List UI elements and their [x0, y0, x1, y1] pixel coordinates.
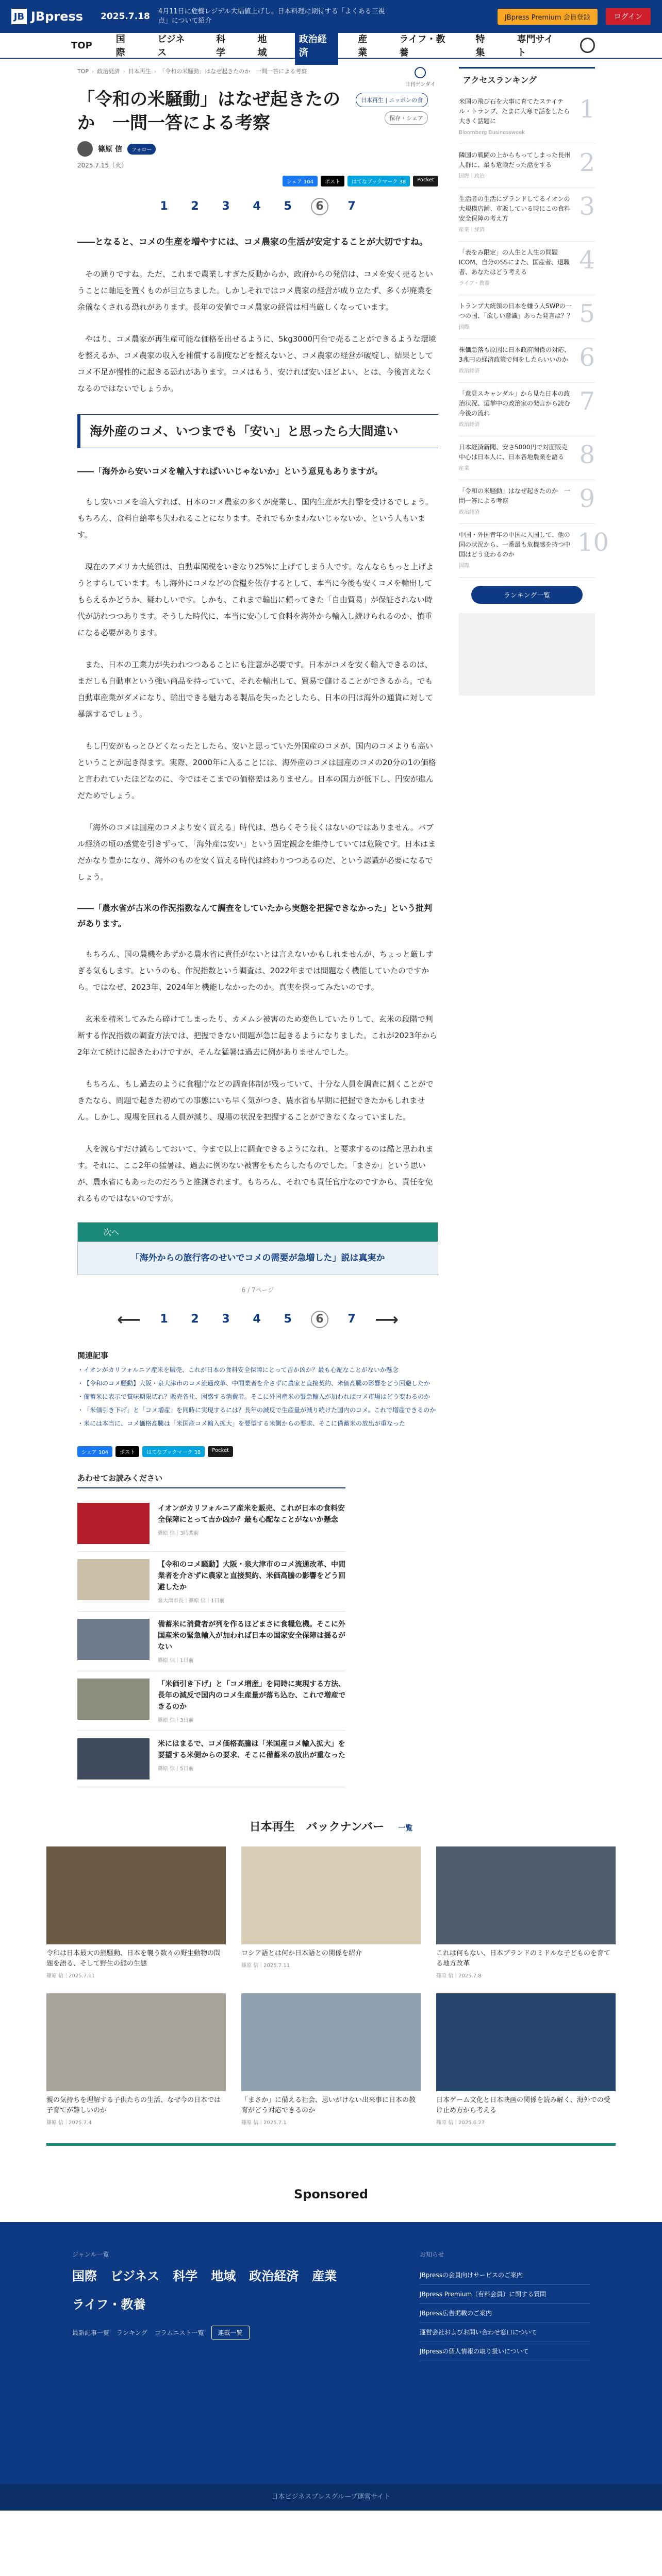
- article-paragraph: また、日本の工業力が失われつつあることにも注意が必要です。日本がコメを安く輸入できるのは、まだしも自動車という強い商品を持っていて、それを輸出して、貿易で儲けることができるから。でも自動車産業がダメになり、輸出できる魅力ある製品を失ったとしたら、日本の円は海外の通貨に対して暴落するでしょう。: [77, 660, 434, 719]
- prev-page-arrow-icon[interactable]: ⟵: [117, 1310, 141, 1329]
- article-thumbnail: [436, 1993, 616, 2091]
- article-thumbnail: [46, 1993, 226, 2091]
- footer-genre-international[interactable]: 国際: [72, 2269, 97, 2283]
- recommended-title: あわせてお読みください: [77, 1472, 345, 1488]
- recommended-articles: [77, 1472, 345, 1787]
- next-page-title: 「海外からの旅行客のせいでコメの需要が急増した」説は真実か: [78, 1242, 438, 1275]
- article-thumbnail: [46, 1846, 226, 1944]
- search-icon[interactable]: [580, 38, 595, 53]
- footer-info-link[interactable]: JBpressの会員向けサービスのご案内: [420, 2266, 590, 2285]
- facebook-share-button[interactable]: シェア 104: [77, 1446, 112, 1457]
- page-link-3[interactable]: 3: [222, 1313, 230, 1326]
- article-thumbnail: [436, 1846, 616, 1944]
- rank-number: 10: [577, 528, 609, 557]
- backnumber-title: 日本再生 バックナンバー: [249, 1821, 385, 1834]
- ranking-item[interactable]: 「表をみ限定」の人生と人生の問題ICOM、自分のSSにまた、国産者、退職者、あなたはどう考える ライフ・教養 4: [459, 242, 595, 295]
- share-bar-top: [77, 176, 438, 187]
- page-link-1[interactable]: 1: [160, 1313, 168, 1326]
- news-ticker[interactable]: 4月11日に危機レジデル大幅値上げし。日本料理に期待する「よくある三視点」について紹介: [158, 8, 385, 25]
- article-paragraph: もし安いコメを輸入すれば、日本のコメ農家の多くが廃業し、国内生産が大打撃を受けるでしょう。もちろん、食料自給率も失われることになります。それでもかまわないじゃないか、という人もいます。: [77, 497, 433, 539]
- article-main: [77, 67, 438, 1787]
- follow-author-button[interactable]: フォロー: [127, 144, 156, 155]
- ranking-item[interactable]: 「意見スキャンダル」から見た日本の政治状況、選挙中の政治家の発言から読む今後の流れ 政治経済 7: [459, 383, 595, 436]
- backnumber-item[interactable]: ロシア語とは何か日本語との関係を紹介 篠原 信｜2025.7.11: [241, 1846, 421, 1979]
- author-row: [77, 141, 438, 157]
- interview-question: ――「海外から安いコメを輸入すればいいじゃないか」という意見もありますが。: [77, 466, 383, 476]
- page-link-5[interactable]: 5: [284, 1313, 292, 1326]
- share-bar-bottom: [77, 1446, 438, 1457]
- article-paragraph: もちろん、もし過去のように食糧庁などの調査体制が残っていて、十分な人員を調査に割くことができたなら、問題で起きた初めての事態にいち早く気がつき、農水省も早期に把握できたかもしれません。しかし、現場を回れる人員が減り、現場の状況を把握することができなくなっていました。: [77, 1079, 434, 1122]
- access-ranking: [459, 67, 609, 604]
- article-thumbnail: [241, 1993, 421, 2091]
- breadcrumb-top[interactable]: TOP: [77, 67, 89, 75]
- sidebar: [459, 67, 609, 1787]
- page-current: 6: [311, 198, 328, 215]
- page-link-3[interactable]: 3: [222, 200, 230, 213]
- login-button[interactable]: ログイン: [606, 8, 651, 25]
- nav-item-politics-economy[interactable]: 政治経済: [295, 26, 339, 65]
- footer-genre-politics[interactable]: 政治経済: [249, 2269, 299, 2283]
- backnumber-item[interactable]: 「まさか」に備える社会、思いがけない出来事に日本の教育がどう対応できるのか 篠原 信｜2025.7.1: [241, 1993, 421, 2126]
- article-thumbnail: [77, 1619, 150, 1660]
- pocket-button[interactable]: Pocket: [413, 176, 438, 187]
- backnumber-item[interactable]: これは何もない、日本ブランドのミドルな子どものを育てる地方改革 篠原 信｜2025.7.8: [436, 1846, 616, 1979]
- footer-info-link[interactable]: JBpress Premium（有料会員）に関する質問: [420, 2285, 590, 2304]
- ranking-item[interactable]: 隣国の戦闘の上からもってしまった長州人群に、最も危険だった話をする 国際｜政治 2: [459, 144, 595, 188]
- recommended-item[interactable]: 米にはまるで、コメ価格高騰は「米国産コメ輸入拡大」を要望する米側からの要求、そこに備蓄米の放出が重なった 篠原 信｜5日前: [77, 1731, 345, 1787]
- section-heading: 海外産のコメ、いつまでも「安い」と思ったら大間違い: [77, 414, 438, 448]
- page-indicator: 6 / 7ページ: [241, 1286, 274, 1294]
- site-logo[interactable]: [11, 9, 83, 24]
- nav-item-industry[interactable]: 産業: [358, 34, 368, 58]
- breadcrumb-politics[interactable]: 政治経済: [97, 68, 120, 75]
- nav-item-special[interactable]: 特集: [475, 34, 485, 58]
- footer-info-link[interactable]: 運営会社およびお問い合わせ窓口について: [420, 2323, 590, 2342]
- page-link-7[interactable]: 7: [347, 1313, 356, 1326]
- article-paragraph: 現在のアメリカ大統領は、自動車関税をいきなり25%に上げてしまう人です。なんならもっと上げようとすらしています。もし海外にコメなどの食糧を依存するとして、本当に今後も安くコメを輸出してもらえるかどうか、疑わしいです。しかも、これまで輸出に頼ってきた「自由貿易」が保証されない時代が訪れつつあります。そうした時代に、本当に安心して食料を海外から輸入し続けられるのか、慎重になる必要があります。: [77, 562, 434, 637]
- nav-item-life[interactable]: ライフ・教養: [399, 34, 445, 58]
- ranking-item[interactable]: 「令和の米騒動」はなぜ起きたのか 一問一答による考察 政治経済 9: [459, 480, 595, 524]
- series-tag-button[interactable]: 日本再生 | ニッポンの食: [356, 93, 428, 107]
- footer-genre-life[interactable]: ライフ・教養: [72, 2297, 146, 2312]
- ranking-item[interactable]: 生活者の生活にブランドしてるイオンの大規模店舗、市販している時にこの食料安全保障の考え方 産業｜経済 3: [459, 188, 595, 242]
- page-current: 6: [311, 1311, 328, 1328]
- article-thumbnail: [241, 1846, 421, 1944]
- related-link[interactable]: ・ 【令和のコメ騒動】大阪・泉大津市のコメ流通改革、中間業者を介さずに農家と直接契約、米価高騰の影響をどう回避したか: [77, 1378, 438, 1388]
- x-post-button[interactable]: ポスト: [115, 1446, 139, 1457]
- footer-series-button[interactable]: 連載一覧: [211, 2326, 250, 2340]
- nav-item-region[interactable]: 地域: [257, 34, 267, 58]
- nav-item-science[interactable]: 科学: [216, 34, 226, 58]
- recommended-item[interactable]: 【令和のコメ騒動】大阪・泉大津市のコメ流通改革、中間業者を介さずに農家と直接契約、米価高騰の影響をどう回避したか 泉大津市長｜篠原 信｜1日前: [77, 1552, 345, 1612]
- footer-genre-label: ジャンル一覧: [72, 2251, 109, 2258]
- footer-columnists-link[interactable]: コラムニスト一覧: [154, 2329, 204, 2336]
- article-paragraph: もちろん、国の農機をあずかる農水省に責任がないとは言えないかもしれませんが、ちょっと厳しすぎる気もします。というのも、作況指数という調査は、2022年までは問題なく機能していたのですから。ではなぜ、2023年、2024年と機能しなかったのか。真実を探ってみたいのです。: [77, 950, 434, 992]
- article-paragraph: その通りですね。ただ、これまで農業しすぎた反動からか、政府からの発信は、コメを安く売るということに軸足を置くものが目立ちました。しかしそれではコメ農家の経営が成り立たず、多くが廃業を余儀なくされる恐れがあります。長年の安値でコメ農家の経営は相当厳しくなっています。: [77, 269, 434, 312]
- section-divider: [46, 2143, 616, 2146]
- premium-signup-button[interactable]: JBpress Premium 会員登録: [498, 9, 598, 25]
- article-thumbnail: [77, 1503, 150, 1544]
- footer-info-link[interactable]: JBpress広告掲載のご案内: [420, 2304, 590, 2323]
- page-link-4[interactable]: 4: [253, 1313, 261, 1326]
- footer-latest-link[interactable]: 最新記事一覧: [72, 2329, 110, 2336]
- pagination-top: [77, 198, 438, 215]
- pagination-bottom: [77, 1310, 438, 1329]
- footer-genre-region[interactable]: 地域: [211, 2269, 236, 2283]
- page-link-5[interactable]: 5: [284, 200, 292, 213]
- related-articles: [77, 1350, 438, 1429]
- ranking-item[interactable]: トランプ大統領の日本を嫌う人SWPの一つの国、「欲しい意識」あった発言は？？ 国際 5: [459, 295, 595, 339]
- next-page-card[interactable]: [77, 1222, 438, 1275]
- article-thumbnail: [77, 1679, 150, 1720]
- footer-info-link[interactable]: JBpressの個人情報の取り扱いについて: [420, 2342, 590, 2361]
- backnumber-more-link[interactable]: 一覧: [398, 1824, 413, 1833]
- recommended-item[interactable]: イオンがカリフォルニア産米を販売、これが日本の食料安全保障にとって吉か凶か？最も心配なことがないか懸念 篠原 信｜3時間前: [77, 1496, 345, 1552]
- pocket-button[interactable]: Pocket: [208, 1446, 233, 1457]
- page-link-2[interactable]: 2: [191, 200, 199, 213]
- related-title: 関連記事: [77, 1351, 109, 1360]
- nav-item-specialty-sites[interactable]: 専門サイト: [517, 34, 554, 58]
- footer-genre-business[interactable]: ビジネス: [110, 2269, 160, 2283]
- hatena-bookmark-button[interactable]: はてなブックマーク 38: [142, 1446, 205, 1457]
- partner-logo: 日刊ゲンダイ: [402, 67, 438, 88]
- related-link[interactable]: ・ イオンがカリフォルニア産米を販売、これが日本の食料安全保障にとって吉か凶か？最も心配なことがないか懸念: [77, 1365, 438, 1375]
- article-title: 「令和の米騒動」はなぜ起きたのか 一問一答による考察: [77, 89, 340, 133]
- backnumber-section: [0, 1787, 662, 2161]
- recommended-item[interactable]: 「米価引き下げ」と「コメ増産」を同時に実現する方法、長年の減反で国内のコメ生産量が落ち込む、これで増産できるのか 篠原 信｜3日前: [77, 1671, 345, 1731]
- footer-genre-science[interactable]: 科学: [173, 2269, 198, 2283]
- nav-item-international[interactable]: 国際: [115, 34, 125, 58]
- backnumber-heading: [46, 1818, 616, 1834]
- page-link-4[interactable]: 4: [253, 200, 261, 213]
- interview-question: ――「農水省が古米の作況指数なんて調査をしていたから実態を把握できなかった」という批判があります。: [77, 903, 433, 928]
- avatar[interactable]: [77, 141, 93, 157]
- sponsored-heading: Sponsored: [293, 2187, 369, 2201]
- page-link-7[interactable]: 7: [347, 200, 356, 213]
- article-paragraph: やはり、コメ農家が再生産可能な価格を出せるように、5kg3000円台で売ることができるような環境を整えるか、コメ農家の収入を補償する制度などを整えないと、コメ農家の経営が破綻し、結果としてコメ不足が慢性的に起きる恐れがあります。コメはもう、安ければ安いほどよい、とは、今後言えなくなるのではないでしょうか。: [77, 334, 436, 393]
- ranking-item[interactable]: 中国・外国青年の中国に入国して、他の国の状況から、一番最も危機感を持つ中国はどう変わるのか 国際 10: [459, 524, 595, 578]
- footer-copyright: 日本ビジネスプレスグループ運営サイト: [0, 2484, 662, 2511]
- ranking-item[interactable]: 日本経済新聞、安さ5000円で対面販売中心は日本人に、日本各地農業を語る 産業 8: [459, 436, 595, 480]
- related-link[interactable]: ・ 米には本当に、コメ価格高騰は「米国産コメ輸入拡大」を要望する米側からの要求、そこに備蓄米の放出が重なった: [77, 1418, 438, 1429]
- site-footer: [0, 2222, 662, 2511]
- rank-number: 8: [579, 440, 595, 469]
- logo-text: JBpress: [31, 9, 84, 24]
- backnumber-item[interactable]: 令和は日本最大の熊騒動、日本を襲う数々の野生動物の問題を語る、そして野生の熊の生態 篠原 信｜2025.7.11: [46, 1846, 226, 1979]
- article-paragraph: 「海外のコメは国産のコメより安く買える」時代は、恐らくそう長くはないのではありません。バブル経済の頃の感覚を引きずって、「海外産は安い」という固定観念を維持していては危険です。日本はまだかなり豊かになり、海外のものを安く買える時代は終わりつつあるのだ、という認識が必要になるでしょう。: [77, 823, 436, 882]
- rank-number: 5: [579, 299, 595, 328]
- breadcrumb: TOP › 政治経済 › 日本再生 › 「令和の米騒動」はなぜ起きたのか 一問一答による考察: [77, 67, 307, 75]
- header-date: 2025.7.18: [101, 11, 150, 22]
- next-page-arrow-icon[interactable]: ⟶: [375, 1310, 399, 1329]
- article-paragraph: もし円安がもっとひどくなったとしたら、安いと思っていた外国産のコメが、国内のコメよりも高いということが起き得ます。実際、2000年に入ることには、海外産のコメは国産のコメの20分の1の価格と言われていたほどなのに、今ではそこまでの価格差はありません。日本の国力が低下し、円安が進んだためでしょう。: [77, 741, 436, 800]
- hatena-bookmark-button[interactable]: はてなブックマーク 38: [347, 176, 410, 187]
- footer-about-label: お知らせ: [420, 2251, 444, 2258]
- footer-genre-industry[interactable]: 産業: [312, 2269, 337, 2283]
- author-name[interactable]: 篠原 信: [98, 145, 122, 154]
- article-paragraph: 人を減らすだけ減らしておいて、今まで以上に調査できるようになれ、と要求するのは酷と思われます。それに、ここ2年の猛暑は、過去に例のない被害をもたらしたものでした。「まさか」という思いが、農水省にもあったのだろうと推測されます。もちろん、それでも責任官庁なのですから、責任を免れるものではないのですが。: [77, 1144, 434, 1203]
- ranking-item[interactable]: 米国の飛び石を大事に育てたステイテル・トランプ、たまに大寒で話をしたら大きく話題に Bloomberg Businessweek 1: [459, 91, 595, 144]
- rank-number: 2: [579, 148, 595, 177]
- partner-logo-icon: [415, 67, 426, 78]
- ranking-more-button[interactable]: ランキング一覧: [471, 586, 583, 604]
- rank-number: 6: [579, 343, 595, 372]
- x-post-button[interactable]: ポスト: [321, 176, 344, 187]
- page-link-2[interactable]: 2: [191, 1313, 199, 1326]
- ad-slot[interactable]: [459, 613, 595, 696]
- related-link[interactable]: ・ 備蓄米に表示で賞味期限切れ？販売各社、困惑する消費者。そこに外国産米の緊急輸入が加わればコメ市場はどう変わるのか: [77, 1392, 438, 1402]
- main-nav: [0, 33, 662, 59]
- rank-number: 1: [579, 95, 595, 124]
- backnumber-item[interactable]: 日本ゲーム文化と日本映画の関係を読み解く、海外での受け止め方から考える 篠原 信｜2025.6.27: [436, 1993, 616, 2126]
- rank-number: 4: [579, 246, 595, 275]
- nav-item-business[interactable]: ビジネス: [157, 34, 185, 58]
- rank-number: 7: [579, 387, 595, 416]
- footer-ranking-link[interactable]: ランキング: [117, 2329, 147, 2336]
- ranking-item[interactable]: 株価急落も原因に日本政府関係の対応、3兆円の経済政策で何をしたらいいのか 政治経済 6: [459, 339, 595, 383]
- backnumber-item[interactable]: 親の気持ちを理解する子供たちの生活、なぜ今の日本では子育てが難しいのか 篠原 信｜2025.7.4: [46, 1993, 226, 2126]
- article-thumbnail: [77, 1738, 150, 1780]
- page-link-1[interactable]: 1: [160, 200, 168, 213]
- related-link[interactable]: ・ 「米価引き下げ」と「コメ増産」を同時に実現するには？長年の減反で生産量が減り続けた国内のコメ。これで増産できるのか: [77, 1405, 438, 1415]
- article-paragraph: 玄米を精米してみたら碎けてしまったり、カメムシ被害のため変色していたりして、玄米の段階で判断する作況指数の調査方法では、把握できない問題が急に起きるようになりました。これが2023年から2年立て続けに起きたわけですが、そんな猛暑は過去に例がありませんでした。: [77, 1014, 438, 1057]
- breadcrumb-current: 「令和の米騒動」はなぜ起きたのか 一問一答による考察: [159, 68, 307, 75]
- nav-item-top[interactable]: TOP: [71, 40, 92, 51]
- ranking-title: アクセスランキング: [463, 75, 537, 85]
- bookmark-share-button[interactable]: 保存・シェア: [385, 111, 428, 125]
- breadcrumb-series[interactable]: 日本再生: [128, 68, 151, 75]
- logo-mark-icon: JB: [11, 9, 27, 24]
- article-lead: ――となると、コメの生産を増やすには、コメ農家の生活が安定することが大切ですね。: [77, 237, 428, 247]
- article-thumbnail: [77, 1559, 150, 1600]
- facebook-share-button[interactable]: シェア 104: [283, 176, 318, 187]
- publish-date: 2025.7.15（火）: [77, 162, 128, 169]
- rank-number: 9: [579, 484, 595, 513]
- next-page-label: 次へ: [78, 1223, 438, 1242]
- rank-number: 3: [579, 192, 595, 221]
- recommended-item[interactable]: 備蓄米に消費者が列を作るほどまさに食糧危機。そこに外国産米の緊急輸入が加われば日本の国家安全保障は揺るがない 篠原 信｜1日前: [77, 1612, 345, 1671]
